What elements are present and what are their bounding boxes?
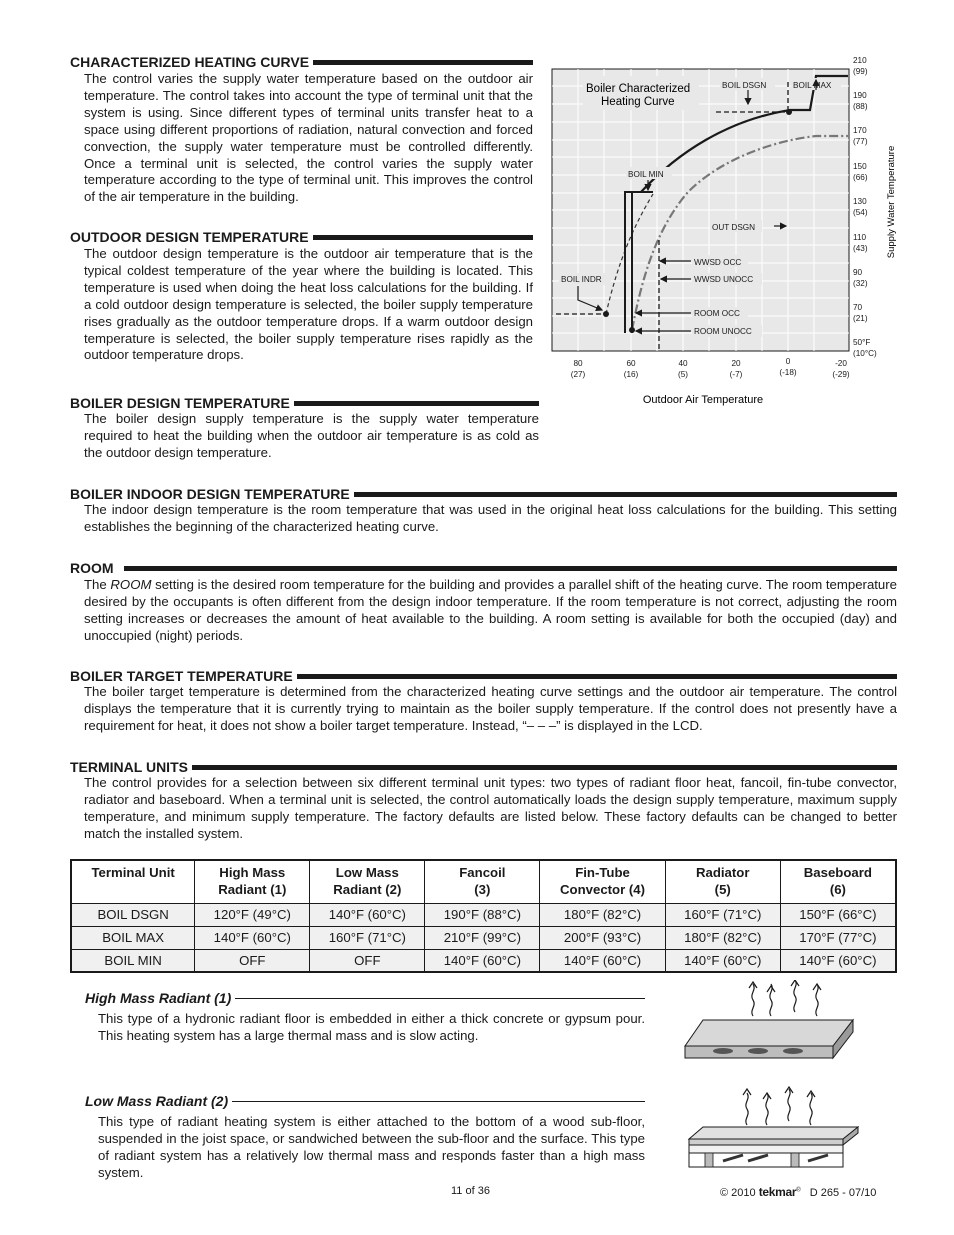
para-high-mass: This type of a hydronic radiant floor is embedded in either a thick concrete or gypsum pour. This heating system has a large thermal mass and is slow acting.	[98, 1011, 645, 1043]
table-cell: 180°F (82°C)	[665, 926, 780, 949]
table-cell: 170°F (77°C)	[780, 926, 896, 949]
y-tick-c: (66)	[853, 173, 868, 182]
x-tick-c: (-29)	[832, 370, 850, 379]
x-tick: 0	[785, 357, 791, 366]
heading-terminal-units	[70, 759, 897, 775]
y-tick: 150	[853, 162, 867, 171]
para-boiler-target: The boiler target temperature is determined from the characterized heating curve settings and the outdoor air temperature. The control displays the temperature that it is currently trying to maintain as the boiler supply temperature. If the control does not presently have a requirement for heat, it does not show a boiler target temperature. Instead, “– – –” is displayed in the LCD.	[84, 684, 897, 733]
y-tick-c: (21)	[853, 314, 868, 323]
table-cell: BOIL MIN	[71, 949, 195, 972]
label-boil-max: BOIL MAX	[793, 81, 832, 90]
x-tick-c: (27)	[570, 370, 586, 379]
heating-curve-chart	[548, 52, 898, 414]
chart-title-1: Boiler Characterized	[586, 83, 691, 95]
heading-text: TERMINAL UNITS	[70, 759, 188, 775]
x-axis-label: Outdoor Air Temperature	[642, 394, 764, 406]
table-header: Radiator (5)	[665, 860, 780, 903]
page-number: 11 of 36	[451, 1185, 490, 1197]
heading-room	[70, 560, 897, 576]
heading-bar	[192, 765, 897, 770]
label-room-unocc: ROOM UNOCC	[694, 327, 752, 336]
table-cell: 210°F (99°C)	[425, 926, 540, 949]
heading-text: OUTDOOR DESIGN TEMPERATURE	[70, 229, 309, 245]
table-cell: 140°F (60°C)	[540, 949, 665, 972]
table-cell: 140°F (60°C)	[425, 949, 540, 972]
x-tick: 80	[573, 359, 583, 368]
chart-title-2: Heating Curve	[601, 96, 675, 108]
x-tick-c: (5)	[677, 370, 689, 379]
label-out-dsgn: OUT DSGN	[712, 223, 756, 232]
table-header-row	[71, 860, 896, 903]
room-text-post: setting is the desired room temperature for the building and provides a parallel shift of the heating curve. The room temperature desired by the occupants is often different from the design indoor temperature. If the room temperature is not correct, adjusting the room setting increases or decreases the amount of heat available to the building. A room setting is available for both the occupied (day) and unoccupied (night) periods.	[84, 577, 897, 643]
table-header: Baseboard (6)	[780, 860, 896, 903]
x-tick: 40	[678, 359, 688, 368]
y-tick-c: (32)	[853, 279, 868, 288]
table-cell: 160°F (71°C)	[310, 926, 425, 949]
room-unocc-point	[629, 327, 635, 333]
y-tick-c: (99)	[853, 67, 868, 76]
table-cell: OFF	[195, 949, 310, 972]
table-row	[71, 926, 896, 949]
para-characterized: The control varies the supply water temperature based on the outdoor air temperature. The control takes into account the type of terminal unit that the system is using. Since different types of terminal units transfer heat to a space using different proportions of radiation, natural convection and forced convection, the supply water temperature must be controlled differently. Once a terminal unit is selected, the control varies the supply water temperature according to the type of terminal unit. This improves the control of the air temperature in the building.	[84, 71, 533, 205]
table-cell: BOIL MAX	[71, 926, 195, 949]
y-tick: 70	[853, 303, 863, 312]
table-cell: 140°F (60°C)	[310, 903, 425, 926]
heading-text: BOILER DESIGN TEMPERATURE	[70, 395, 290, 411]
subheading-high-mass	[85, 990, 645, 1006]
para-room	[84, 577, 897, 645]
y-tick-c: (88)	[853, 102, 868, 111]
boil-indr-point	[603, 311, 609, 317]
brand-logo: tekmar	[758, 1185, 797, 1199]
y-tick: 190	[853, 91, 867, 100]
y-tick: 210	[853, 56, 867, 65]
heading-bar	[124, 566, 897, 571]
table-cell: OFF	[310, 949, 425, 972]
heading-text: ROOM	[70, 560, 114, 576]
y-tick-c: (43)	[853, 244, 868, 253]
y-tick: 90	[853, 268, 863, 277]
subheading-text: High Mass Radiant (1)	[85, 990, 232, 1006]
table-cell: 140°F (60°C)	[665, 949, 780, 972]
subheading-line	[235, 998, 645, 999]
heading-boiler-design-temperature	[70, 395, 539, 411]
heading-outdoor-design-temperature	[70, 229, 533, 245]
table-cell: 150°F (66°C)	[780, 903, 896, 926]
table-cell: 120°F (49°C)	[195, 903, 310, 926]
para-terminal-units: The control provides for a selection between six different terminal unit types: two types of radiant floor heat, fancoil, fin-tube convector, radiator and baseboard. When a terminal unit is selected, the control automatically loads the design supply temperature, maximum supply temperature, and minimum supply temperature. The factory defaults are listed below. These factory defaults can be changed to better match the installed system.	[84, 775, 897, 841]
table-row	[71, 949, 896, 972]
label-room-occ: ROOM OCC	[694, 309, 740, 318]
y-tick: 170	[853, 126, 867, 135]
x-tick-c: (-7)	[729, 370, 743, 379]
table-header: Terminal Unit	[71, 860, 195, 903]
heading-boiler-indoor-design	[70, 486, 897, 502]
x-tick-c: (-18)	[779, 368, 797, 377]
table-header: Low Mass Radiant (2)	[310, 860, 425, 903]
y-tick: 130	[853, 197, 867, 206]
heading-bar	[354, 492, 897, 497]
y-tick: 50°F	[853, 338, 871, 347]
para-outdoor-design: The outdoor design temperature is the outdoor air temperature that is the typical coldest temperature of the year where the building is located. This temperature is used when doing the heat loss calculations for the building. If a cold outdoor design temperature is selected, the boiler supply temperature rises gradually as the outdoor temperature drops. If a warm outdoor design temperature is selected, the boiler supply temperature rises rapidly as the outdoor temperature drops.	[84, 246, 533, 363]
table-cell: 180°F (82°C)	[540, 903, 665, 926]
heading-bar	[294, 401, 539, 406]
heading-bar	[313, 60, 533, 65]
table-cell: 160°F (71°C)	[665, 903, 780, 926]
subheading-line	[232, 1101, 645, 1102]
copyright-text: © 2010	[720, 1187, 756, 1199]
y-tick-c: (10°C)	[853, 349, 877, 358]
x-tick-c: (16)	[623, 370, 639, 379]
heading-boiler-target	[70, 668, 897, 684]
terminal-unit-table	[70, 859, 897, 973]
table-cell: 200°F (93°C)	[540, 926, 665, 949]
label-boil-dsgn: BOIL DSGN	[722, 81, 767, 90]
y-tick: 110	[853, 233, 867, 242]
x-tick: -20	[835, 359, 847, 368]
room-text-pre: The	[84, 577, 111, 592]
y-axis-label: Supply Water Temperature	[886, 145, 897, 259]
subheading-low-mass	[85, 1093, 645, 1109]
room-text-em: ROOM	[110, 577, 152, 592]
para-boiler-design: The boiler design supply temperature is the supply water temperature required to heat the building when the outdoor air temperature is as cold as the outdoor design temperature.	[84, 411, 539, 460]
doc-number: D 265 - 07/10	[809, 1187, 877, 1199]
label-wwsd-unocc: WWSD UNOCC	[694, 275, 754, 284]
para-boiler-indoor: The indoor design temperature is the room temperature that was used in the original heat loss calculations for the building. This setting establishes the beginning of the characterized heating curve.	[84, 502, 897, 534]
x-tick: 60	[626, 359, 636, 368]
table-cell: 140°F (60°C)	[195, 926, 310, 949]
table-cell: 140°F (60°C)	[780, 949, 896, 972]
label-boil-indr: BOIL INDR	[561, 275, 602, 284]
table-header: Fancoil (3)	[425, 860, 540, 903]
heading-bar	[297, 674, 897, 679]
para-low-mass: This type of radiant heating system is either attached to the bottom of a wood sub-floor, suspended in the joist space, or sandwiched between the sub-floor and the surface. This type of radiant system has a relatively low thermal mass and responds faster than a high mass system.	[98, 1114, 645, 1180]
label-boil-min: BOIL MIN	[628, 170, 664, 179]
x-tick: 20	[731, 359, 741, 368]
table-header: High Mass Radiant (1)	[195, 860, 310, 903]
low-mass-illustration	[683, 1085, 863, 1175]
heading-text: CHARACTERIZED HEATING CURVE	[70, 54, 310, 70]
high-mass-illustration	[683, 980, 863, 1062]
trademark-symbol: ®	[796, 1187, 801, 1194]
heading-bar	[313, 235, 533, 240]
label-wwsd-occ: WWSD OCC	[694, 258, 742, 267]
y-tick-c: (54)	[853, 208, 868, 217]
subheading-text: Low Mass Radiant (2)	[85, 1093, 229, 1109]
table-header: Fin-Tube Convector (4)	[540, 860, 665, 903]
table-cell: BOIL DSGN	[71, 903, 195, 926]
heading-text: BOILER TARGET TEMPERATURE	[70, 668, 293, 684]
y-tick-c: (77)	[853, 137, 868, 146]
design-point	[786, 109, 792, 115]
footer-copyright	[720, 1185, 876, 1199]
table-cell: 190°F (88°C)	[425, 903, 540, 926]
table-row	[71, 903, 896, 926]
heading-characterized-heating-curve	[70, 54, 533, 70]
heading-text: BOILER INDOOR DESIGN TEMPERATURE	[70, 486, 350, 502]
